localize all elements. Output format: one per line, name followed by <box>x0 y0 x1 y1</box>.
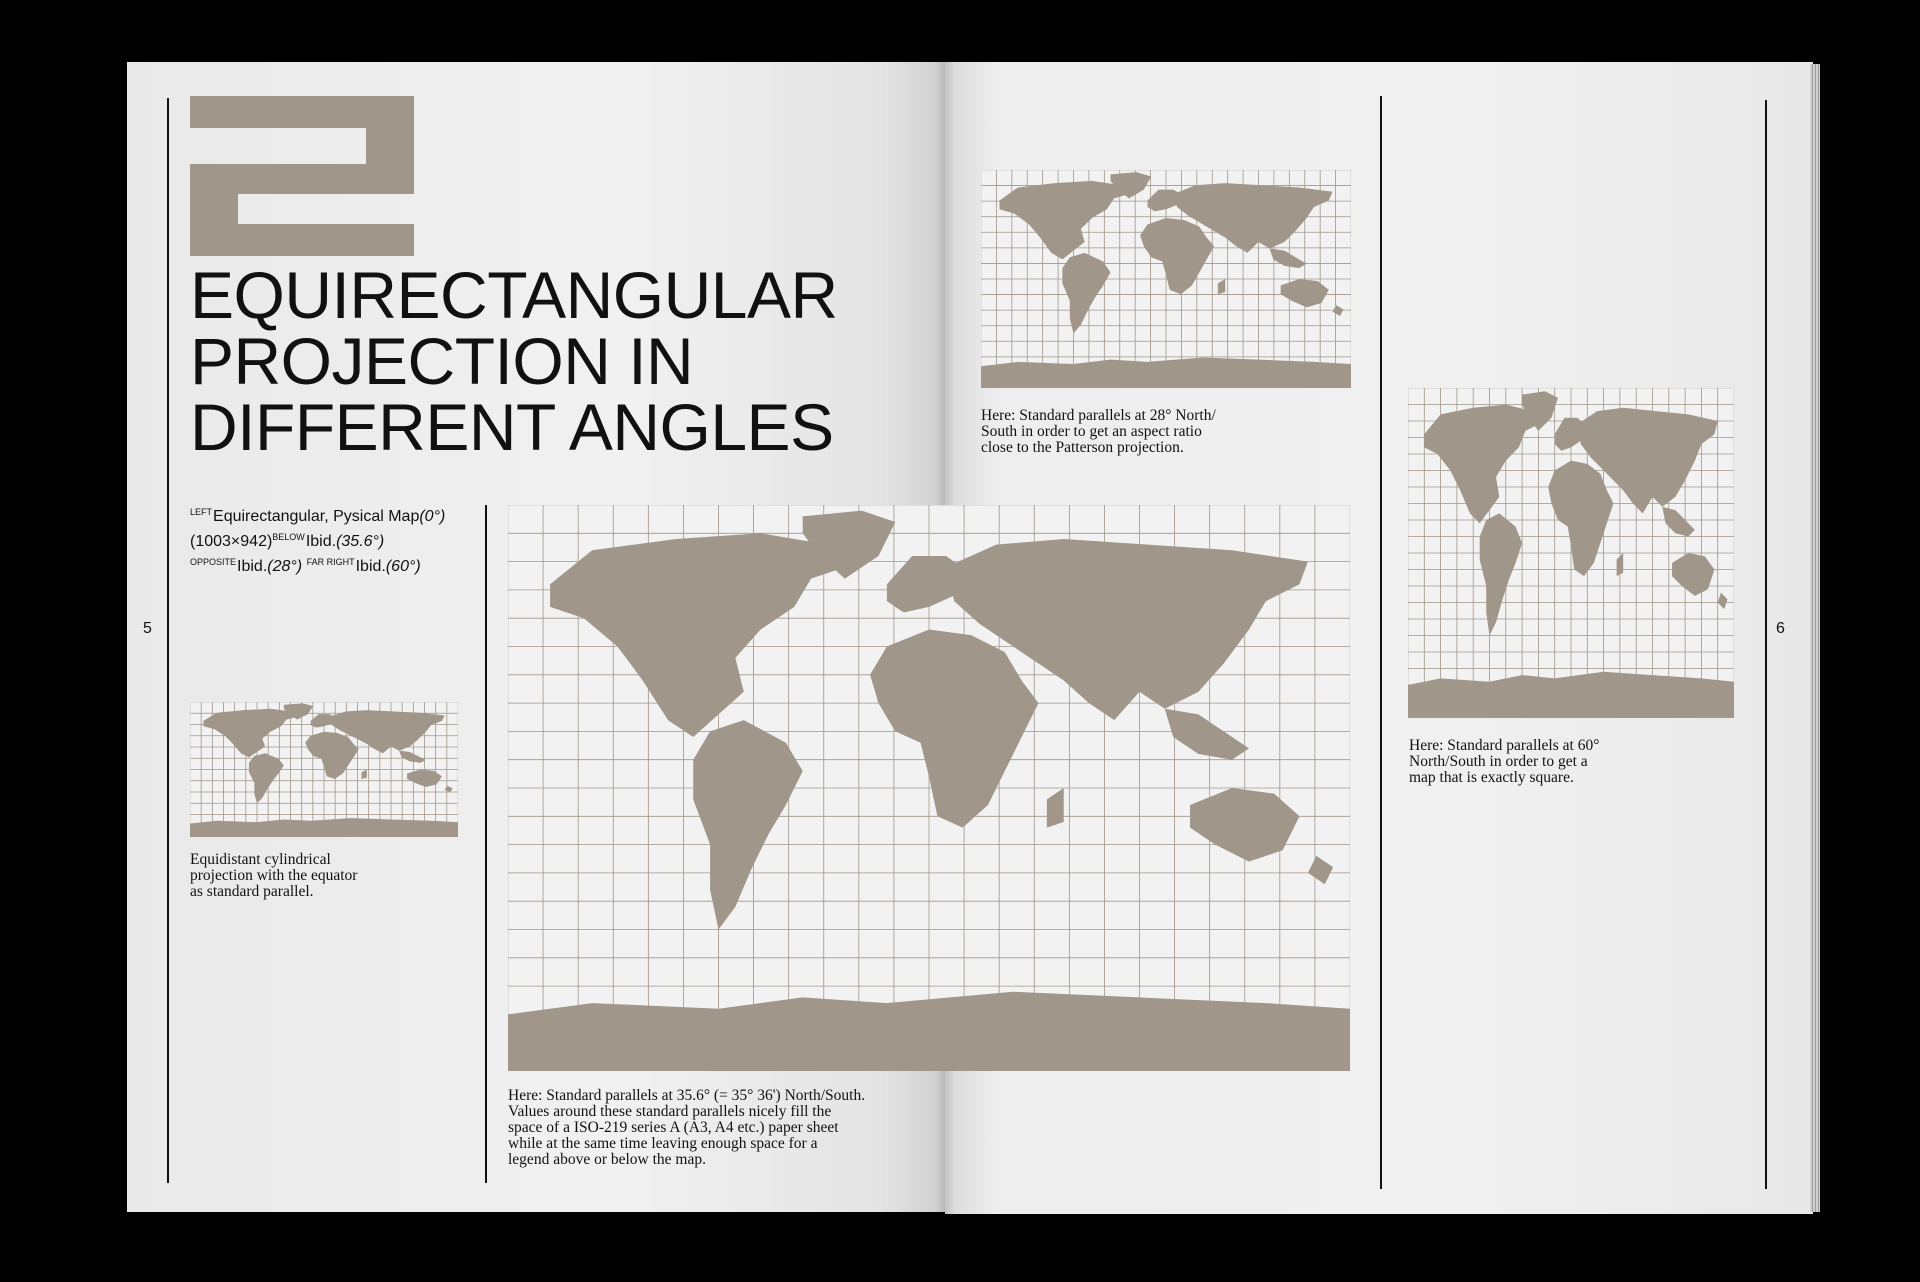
caption-line: legend above or below the map. <box>508 1151 706 1168</box>
caption-line: Here: Standard parallels at 60° <box>1409 737 1600 754</box>
caption-small-left <box>190 852 357 900</box>
column-rule <box>485 505 487 1183</box>
caption-line: Here: Standard parallels at 28° North/ <box>981 407 1216 424</box>
world-map-svg <box>1408 388 1734 718</box>
page-number-right: 6 <box>1776 620 1785 637</box>
map-small-left <box>190 702 458 837</box>
map-top-right <box>981 170 1351 388</box>
caption-text: Ibid. <box>355 558 386 575</box>
caption-tag-below: BELOW <box>272 532 305 542</box>
title-line-1: EQUIRECTANGULAR <box>190 258 838 332</box>
caption-tag-far-right: FAR RIGHT <box>306 557 355 567</box>
caption-line: Equidistant cylindrical <box>190 851 331 868</box>
caption-line: map that is exactly square. <box>1409 769 1574 786</box>
caption-line: South in order to get an aspect ratio <box>981 423 1202 440</box>
caption-tag-left: LEFT <box>190 507 213 517</box>
right-column-rule <box>1380 96 1382 1189</box>
caption-text: Ibid. <box>237 558 268 575</box>
map-main <box>508 505 1350 1071</box>
world-map-svg <box>981 170 1351 388</box>
figure-captions <box>190 502 490 577</box>
caption-text: Ibid. <box>305 533 337 550</box>
caption-line: Here: Standard parallels at 35.6° (= 35° 36') North/South. <box>508 1087 866 1104</box>
chapter-number-graphic <box>190 96 414 261</box>
page-number-left: 5 <box>143 620 152 637</box>
map-far-right <box>1408 388 1734 718</box>
caption-line-2 <box>190 527 490 552</box>
caption-text: Equirectangular, Pysical Map <box>213 508 420 525</box>
caption-angle: (35.6°) <box>336 533 385 550</box>
caption-line: projection with the equator <box>190 867 358 884</box>
caption-far-right-map <box>1409 738 1599 786</box>
caption-line: Values around these standard parallels nicely fill the <box>508 1103 832 1120</box>
world-map-svg <box>508 505 1350 1071</box>
page-stack-edge <box>1810 64 1820 1212</box>
caption-angle: (60°) <box>385 558 421 575</box>
caption-line: while at the same time leaving enough space for a <box>508 1135 818 1152</box>
chapter-title <box>190 258 838 464</box>
caption-tag-opposite: OPPOSITE <box>190 557 237 567</box>
caption-line: as standard parallel. <box>190 883 314 900</box>
left-margin-rule <box>167 98 169 1183</box>
caption-line: space of a ISO-219 series A (A3, A4 etc.) paper sheet <box>508 1119 839 1136</box>
world-map-svg <box>190 702 458 837</box>
caption-angle: (28°) <box>267 558 303 575</box>
caption-line-3 <box>190 552 490 577</box>
caption-top-right-map <box>981 408 1216 456</box>
right-margin-rule <box>1765 100 1767 1189</box>
caption-line-1 <box>190 502 490 527</box>
caption-angle: (0°) <box>419 508 446 525</box>
caption-line: close to the Patterson projection. <box>981 439 1184 456</box>
caption-main-map <box>508 1088 865 1168</box>
title-line-3: DIFFERENT ANGLES <box>190 390 834 464</box>
caption-line: North/South in order to get a <box>1409 753 1588 770</box>
caption-dims: (1003×942) <box>190 533 273 550</box>
title-line-2: PROJECTION IN <box>190 324 694 398</box>
